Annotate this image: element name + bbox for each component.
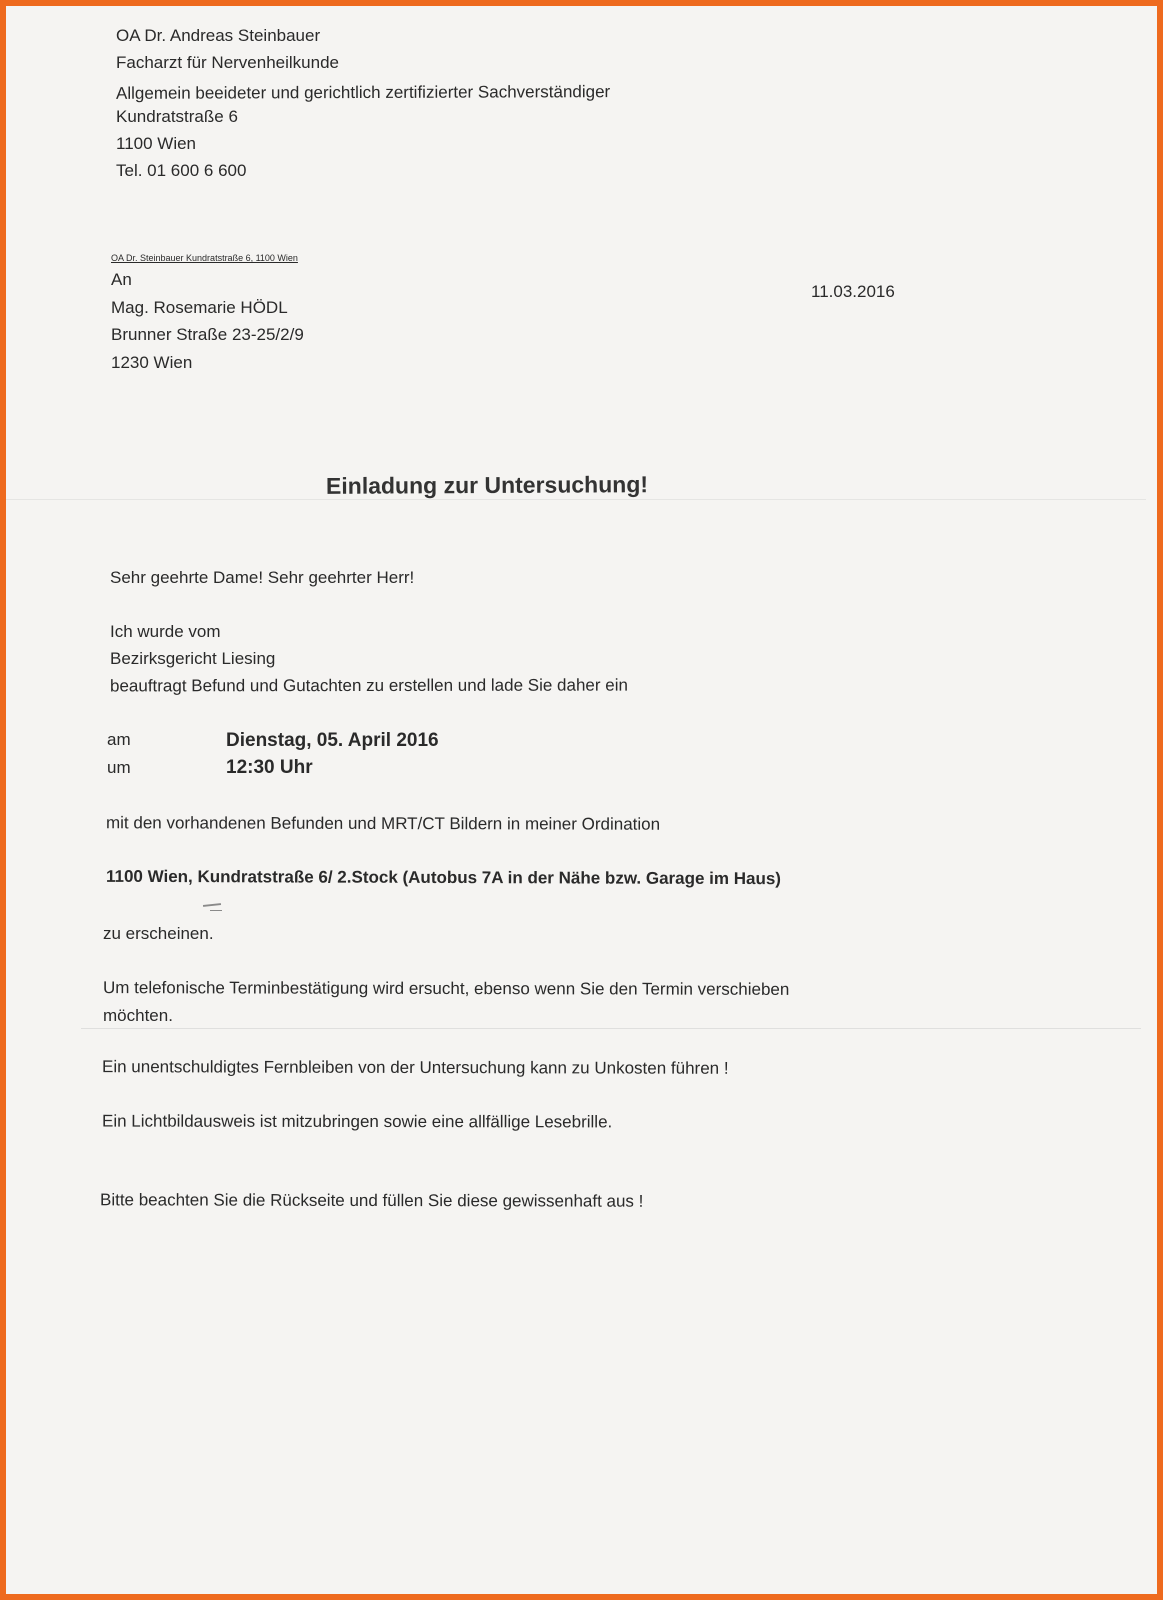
sender-city: 1100 Wien — [116, 134, 197, 153]
intro-line-1: Ich wurde vom — [110, 622, 221, 641]
intro-line-2: Bezirksgericht Liesing — [110, 649, 276, 668]
appointment-location: 1100 Wien, Kundratstraße 6/ 2.Stock (Autobus 7A in der Nähe bzw. Garage im Haus) — [105, 866, 782, 889]
sender-qualification: Allgemein beeideter und gerichtlich zertifizierter Sachverständiger — [115, 82, 611, 103]
bring-documents: mit den vorhandenen Befunden und MRT/CT Bildern in meiner Ordination — [105, 813, 661, 834]
confirm-line-1: Um telefonische Terminbestätigung wird ersucht, ebenso wenn Sie den Termin verschieben — [102, 978, 790, 999]
pen-mark — [203, 903, 221, 907]
pen-mark — [210, 910, 222, 911]
time-label: um — [107, 758, 131, 777]
salutation: Sehr geehrte Dame! Sehr geehrter Herr! — [110, 568, 415, 587]
recipient-city: 1230 Wien — [111, 353, 193, 372]
appointment-time: 12:30 Uhr — [226, 757, 313, 778]
sender-specialty: Facharzt für Nervenheilkunde — [116, 53, 340, 72]
id-note: Ein Lichtbildausweis ist mitzubringen sowie eine allfällige Lesebrille. — [101, 1111, 613, 1132]
recipient-prefix: An — [111, 270, 132, 289]
letter-date: 11.03.2016 — [811, 282, 895, 301]
confirm-line-2: möchten. — [103, 1006, 173, 1025]
sender-street: Kundratstraße 6 — [116, 107, 238, 126]
intro-line-3: beauftragt Befund und Gutachten zu erstellen und lade Sie daher ein — [109, 675, 628, 696]
appear-text: zu erscheinen. — [103, 924, 214, 943]
date-label: am — [107, 730, 131, 749]
return-address: OA Dr. Steinbauer Kundratstraße 6, 1100 Wien — [111, 253, 298, 263]
sender-name: OA Dr. Andreas Steinbauer — [116, 26, 321, 45]
sender-phone: Tel. 01 600 6 600 — [116, 161, 247, 180]
recipient-street: Brunner Straße 23-25/2/9 — [111, 325, 304, 344]
letter-title: Einladung zur Untersuchung! — [325, 471, 649, 499]
scan-line — [6, 499, 1146, 500]
reverse-note: Bitte beachten Sie die Rückseite und füllen Sie diese gewissenhaft aus ! — [99, 1190, 644, 1211]
warning-text: Ein unentschuldigtes Fernbleiben von der Untersuchung kann zu Unkosten führen ! — [101, 1057, 729, 1078]
scan-line — [81, 1028, 1141, 1029]
recipient-name: Mag. Rosemarie HÖDL — [111, 298, 288, 317]
letter-page — [6, 6, 1157, 1594]
appointment-date: Dienstag, 05. April 2016 — [226, 730, 439, 751]
